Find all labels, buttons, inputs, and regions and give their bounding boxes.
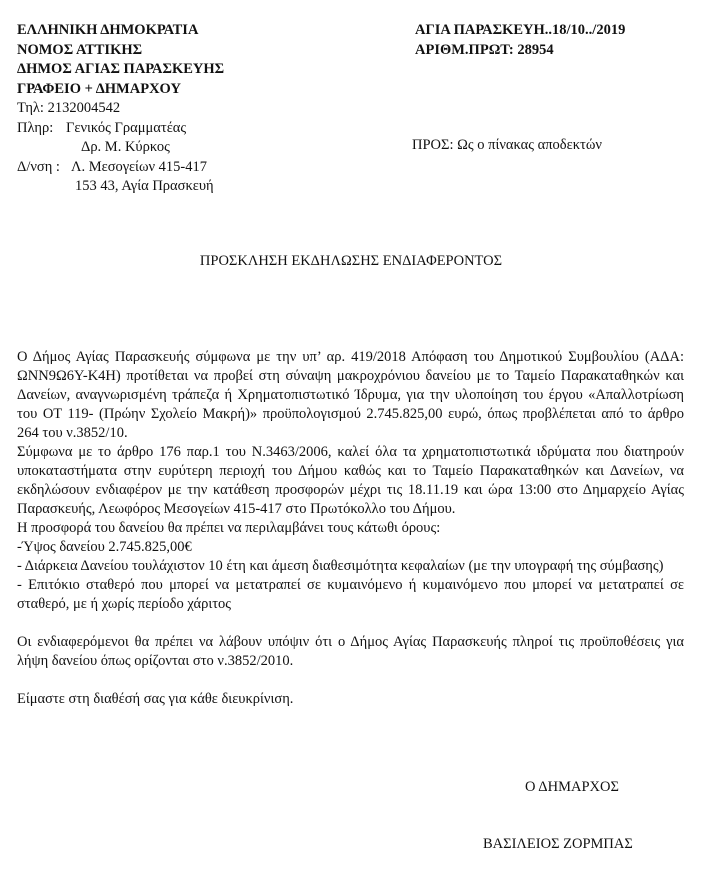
signature-name: ΒΑΣΙΛΕΙΟΣ ΖΟΡΜΠΑΣ: [483, 836, 633, 852]
sender-block: [17, 21, 224, 197]
paragraph-invitation: Σύμφωνα με το άρθρο 176 παρ.1 του Ν.3463/2006, καλεί όλα τα χρηματοπιστωτικά ιδρύματα που διατηρούν υποκαταστήματα στην ευρύτερη περιοχή του Δήμου καθώς και το Ταμείο Παρακαταθηκών και Δανείων, να εκδηλώσουν ενδιαφέρον με την κατάθεση προσφορών μέχρι τις 18.11.19 και ώρα 13:00 στο Δημαρχείο Αγίας Παρασκευής, Λεωφόρος Μεσογείων 415-417 στο Πρωτόκολλο του Δήμου.: [17, 444, 684, 517]
term-duration: - Διάρκεια Δανείου τουλάχιστον 10 έτη και άμεση διαθεσιμότητα κεφαλαίων (με την υπογραφή της σύμβασης): [17, 558, 664, 574]
paragraph-intro: Ο Δήμος Αγίας Παρασκευής σύμφωνα με την υπ’ αρ. 419/2018 Απόφαση του Δημοτικού Συμβουλίου (ΑΔΑ: ΩΝΝ9Ω6Υ-Κ4Η) προτίθεται να προβεί στη σύναψη μακροχρόνιου δανείου με το Ταμείο Παρακαταθηκών και Δανείων, αναγνωρισμένη τράπεζα ή Χρηματοπιστωτικό Ίδρυμα, για την υλοποίηση του έργου «Απαλλοτρίωση του ΟΤ 119- (Πρώην Σχολείο Μακρή)» προϋπολογισμού 2.745.825,00 ευρώ, όπως προβλέπεται από το άρθρο 264 του ν.3852/10.: [17, 349, 684, 441]
document-title: ΠΡΟΣΚΛΗΣΗ ΕΚΔΗΛΩΣΗΣ ΕΝΔΙΑΦΕΡΟΝΤΟΣ: [199, 253, 503, 269]
reference-block: [415, 21, 625, 60]
org-line-country: ΕΛΛΗΝΙΚΗ ΔΗΜΟΚΡΑΤΙΑ: [17, 22, 199, 38]
term-interest: - Επιτόκιο σταθερό που μπορεί να μετατραπεί σε κυμαινόμενο ή κυμαινόμενο που μπορεί να μετατραπεί σε σταθερό, με ή χωρίς περίοδο χάριτος: [17, 577, 684, 612]
term-amount: -Ύψος δανείου 2.745.825,00€: [17, 539, 192, 555]
place-date: ΑΓΙΑ ΠΑΡΑΣΚΕΥΗ..18/10../2019: [415, 22, 626, 38]
signature-role: Ο ΔΗΜΑΡΧΟΣ: [525, 779, 619, 795]
paragraph-closing: Είμαστε στη διαθέσή σας για κάθε διευκρίνιση.: [17, 691, 294, 707]
info-line: [17, 119, 224, 139]
address-label: Δ/νση :: [17, 158, 60, 175]
document-body: [17, 348, 684, 709]
address-street: Λ. Μεσογείων 415-417: [71, 158, 208, 175]
org-line-prefecture: ΝΟΜΟΣ ΑΤΤΙΚΗΣ: [17, 41, 143, 58]
org-line-office: ΓΡΑΦΕΙΟ + ΔΗΜΑΡΧΟΥ: [17, 80, 181, 97]
org-line-municipality: ΔΗΜΟΣ ΑΓΙΑΣ ΠΑΡΑΣΚΕΥΗΣ: [17, 61, 225, 77]
protocol-number: ΑΡΙΘΜ.ΠΡΩΤ: 28954: [415, 41, 554, 58]
recipient-line: ΠΡΟΣ: Ως ο πίνακας αποδεκτών: [412, 137, 602, 153]
info-name-2: Δρ. Μ. Κύρκος: [81, 139, 170, 155]
info-name-1: Γενικός Γραμματέας: [66, 119, 187, 136]
address-city: 153 43, Αγία Πρασκευή: [75, 178, 214, 194]
paragraph-eligibility: Οι ενδιαφερόμενοι θα πρέπει να λάβουν υπόψιν ότι ο Δήμος Αγίας Παρασκευής πληροί τις προϋποθέσεις για λήψη δανείου όπως ορίζονται στο ν.3852/2010.: [17, 634, 684, 669]
phone-line: Τηλ: 2132004542: [17, 100, 121, 116]
info-label: Πληρ:: [17, 119, 54, 136]
paragraph-terms-intro: Η προσφορά του δανείου θα πρέπει να περιλαμβάνει τους κάτωθι όρους:: [17, 520, 441, 536]
address-line: [17, 158, 224, 178]
